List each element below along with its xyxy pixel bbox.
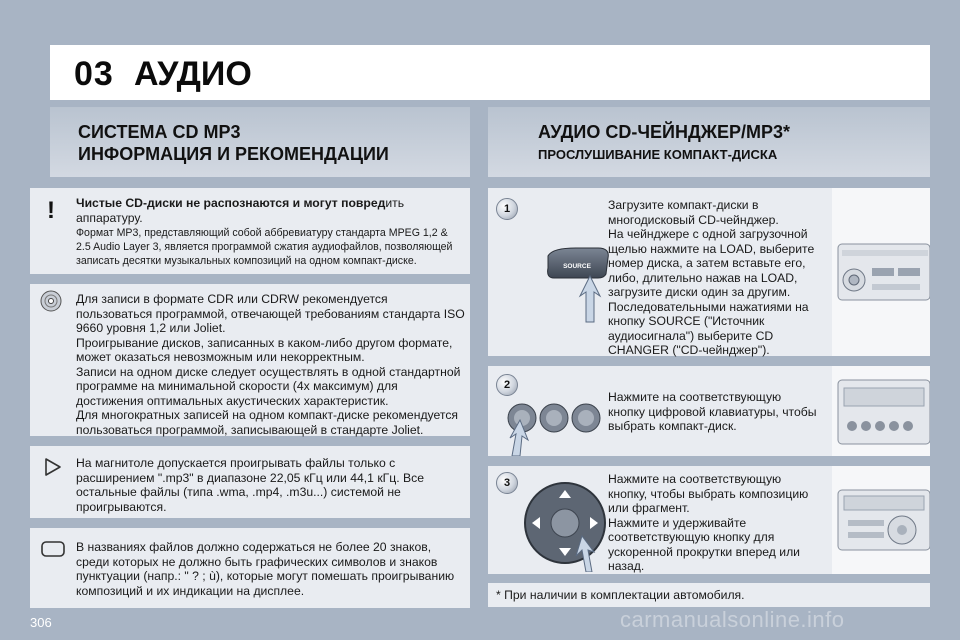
warning-body: Формат MP3, представляющий собой аббревиатуру стандарта MPEG 1,2 & 2.5 Audio Layer 3, является программой сжатия аудиофайлов, позволяющей записать десятки музыкальных композиций на одном компакт-диске.: [76, 227, 453, 267]
cd-recording-body: Для записи в формате CDR или CDRW рекомендуется пользоваться программой, отвечающей требованиям стандарта ISO 9660 уровня 1,2 или Joliet. Проигрывание дисков, записанных в каком-либо другом формате, может оказаться невозможным или некорректным. Записи на одном диске следует осуществлять в одной стандартной программе на минимальной скорости (4x максимум) для достижения оптимальных акустических характеристик. Для многократных записей на одном компакт-диске рекомендуется пользоваться программой, записывающей в стандарте Joliet.: [76, 292, 465, 437]
cd-recording-panel: [30, 284, 470, 436]
radio-unit-image-3: [832, 466, 930, 574]
cd-disc-icon: [40, 290, 62, 312]
source-button-label: SOURCE: [563, 263, 591, 270]
display-box-icon: [40, 538, 66, 560]
right-section-title-1: АУДИО CD-ЧЕЙНДЖЕР/MP3*: [538, 122, 791, 142]
play-format-panel: [30, 446, 470, 518]
left-section-heading: [50, 107, 470, 177]
radio-unit-image-1: [832, 188, 930, 356]
left-section-title-2: ИНФОРМАЦИЯ И РЕКОМЕНДАЦИИ: [78, 144, 389, 164]
file-name-body: В названиях файлов должно содержаться не более 20 знаков, среди которых не должно быть графических символов и знаков пунктуации (напр.: " ? ; ù), которые могут помешать проигрыванию композиций и их индикации на дисплее.: [76, 540, 455, 598]
svg-text:!: !: [47, 197, 55, 222]
warning-bold-text: Чистые CD-диски не распознаются и могут повред: [76, 196, 386, 210]
navigation-pad-illustration: [520, 478, 614, 572]
warning-bold-tail: ить аппаратуру.: [76, 196, 405, 225]
left-section-title-1: СИСТЕМА CD MP3: [78, 122, 241, 142]
step-3-text: Нажмите на соответствующую кнопку, чтобы выбрать композицию или фрагмент. Нажмите и удерживайте соответствующую кнопку для ускоренной прокрутки вперед или назад.: [608, 472, 809, 573]
step-2-text: Нажмите на соответствующую кнопку цифровой клавиатуры, чтобы выбрать компакт-диск.: [608, 390, 817, 433]
page-number: 306: [30, 615, 52, 630]
watermark: carmanualsonline.info: [620, 607, 845, 632]
right-section-title-2: ПРОСЛУШИВАНИЕ КОМПАКТ-ДИСКА: [538, 147, 778, 162]
number-keys-illustration: [502, 400, 602, 456]
right-section-heading: [488, 107, 930, 177]
play-triangle-icon: [42, 456, 64, 478]
step-2-number: 2: [496, 374, 518, 396]
step-3-number: 3: [496, 472, 518, 494]
file-name-panel: [30, 528, 470, 608]
step-3-panel: [488, 466, 930, 574]
warning-panel: [30, 188, 470, 274]
step-1-panel: [488, 188, 930, 356]
step-2-panel: [488, 366, 930, 456]
exclamation-icon: [38, 196, 64, 222]
chapter-title: АУДИО: [134, 55, 252, 93]
footnote: * При наличии в комплектации автомобиля.: [488, 583, 930, 607]
chapter-number: 03: [74, 55, 114, 93]
radio-unit-image-2: [832, 366, 930, 456]
step-1-text: Загрузите компакт-диски в многодисковый CD-чейнджер. На чейнджере с одной загрузочной щелью нажмите на LOAD, выберите номер диска, а затем вставьте его, либо, длительно нажав на LOAD, загрузите диски один за другим. Последовательными нажатиями на кнопку SOURCE ("Источник аудиосигнала") выберите CD CHANGER ("CD-чейнджер").: [608, 198, 815, 357]
step-1-number: 1: [496, 198, 518, 220]
play-format-body: На магнитоле допускается проигрывать файлы только с расширением ".mp3" в диапазоне 22,05 кГц или 44,1 кГц. Все остальные файлы (типа .wma, .mp4, .m3u...) системой не проигрываются.: [76, 456, 425, 514]
